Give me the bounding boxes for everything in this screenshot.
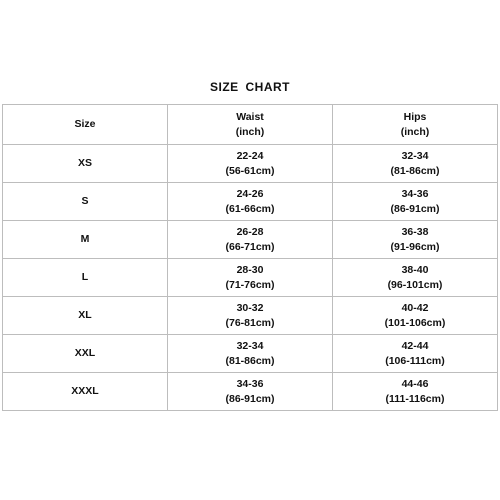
waist-inch-value: 24-26 (236, 187, 264, 200)
waist-cm-value: (71-76cm) (225, 278, 275, 291)
table-row (3, 145, 498, 183)
size-cell (3, 145, 168, 183)
size-value: S (81, 195, 89, 207)
table-row (3, 221, 498, 259)
hips-cm-value: (101-106cm) (384, 316, 446, 329)
hips-cell (333, 259, 498, 297)
size-cell (3, 221, 168, 259)
hips-cm-value: (91-96cm) (390, 240, 440, 253)
hips-cell (333, 297, 498, 335)
hips-inch-value: 34-36 (401, 187, 429, 200)
waist-cell (168, 221, 333, 259)
waist-cell (168, 259, 333, 297)
waist-cm-value: (81-86cm) (225, 354, 275, 367)
waist-inch-value: 28-30 (236, 263, 264, 276)
waist-cm-value: (86-91cm) (225, 392, 275, 405)
waist-inch-value: 30-32 (236, 301, 264, 314)
size-cell (3, 183, 168, 221)
hips-inch-value: 36-38 (401, 225, 429, 238)
waist-cell (168, 297, 333, 335)
hips-inch-value: 32-34 (401, 149, 429, 162)
size-value: L (81, 271, 89, 283)
hips-cell (333, 335, 498, 373)
waist-cell (168, 335, 333, 373)
header-hips (333, 105, 498, 145)
table-row (3, 335, 498, 373)
waist-cell (168, 183, 333, 221)
header-waist-unit: (inch) (235, 125, 265, 138)
size-value: M (80, 233, 90, 245)
hips-inch-value: 40-42 (401, 301, 429, 314)
waist-cm-value: (61-66cm) (225, 202, 275, 215)
table-row (3, 297, 498, 335)
chart-title: SIZE CHART (210, 80, 290, 94)
size-cell (3, 373, 168, 411)
header-hips-label: Hips (403, 110, 427, 123)
hips-cell (333, 183, 498, 221)
header-hips-unit: (inch) (400, 125, 430, 138)
hips-inch-value: 42-44 (401, 339, 429, 352)
size-value: XXXL (71, 385, 99, 397)
table-row (3, 183, 498, 221)
hips-cell (333, 373, 498, 411)
table-row (3, 259, 498, 297)
header-waist-label: Waist (236, 110, 264, 123)
waist-cm-value: (56-61cm) (225, 164, 275, 177)
hips-cm-value: (111-116cm) (385, 392, 445, 405)
size-cell (3, 259, 168, 297)
hips-cm-value: (96-101cm) (387, 278, 443, 291)
header-waist (168, 105, 333, 145)
hips-cm-value: (86-91cm) (390, 202, 440, 215)
table-row (3, 373, 498, 411)
header-size-label: Size (74, 118, 96, 130)
hips-cm-value: (106-111cm) (385, 354, 445, 367)
size-value: XS (77, 157, 92, 169)
hips-inch-value: 44-46 (401, 377, 429, 390)
header-row (3, 105, 498, 145)
waist-cm-value: (66-71cm) (225, 240, 275, 253)
size-chart-table (2, 104, 498, 411)
waist-inch-value: 34-36 (236, 377, 264, 390)
waist-inch-value: 26-28 (236, 225, 264, 238)
waist-cell (168, 145, 333, 183)
size-cell (3, 297, 168, 335)
hips-inch-value: 38-40 (401, 263, 429, 276)
waist-cm-value: (76-81cm) (225, 316, 275, 329)
size-cell (3, 335, 168, 373)
hips-cm-value: (81-86cm) (390, 164, 440, 177)
size-value: XL (78, 309, 92, 321)
hips-cell (333, 145, 498, 183)
hips-cell (333, 221, 498, 259)
waist-inch-value: 22-24 (236, 149, 264, 162)
waist-cell (168, 373, 333, 411)
header-size (3, 105, 168, 145)
waist-inch-value: 32-34 (236, 339, 264, 352)
size-value: XXL (74, 347, 96, 359)
